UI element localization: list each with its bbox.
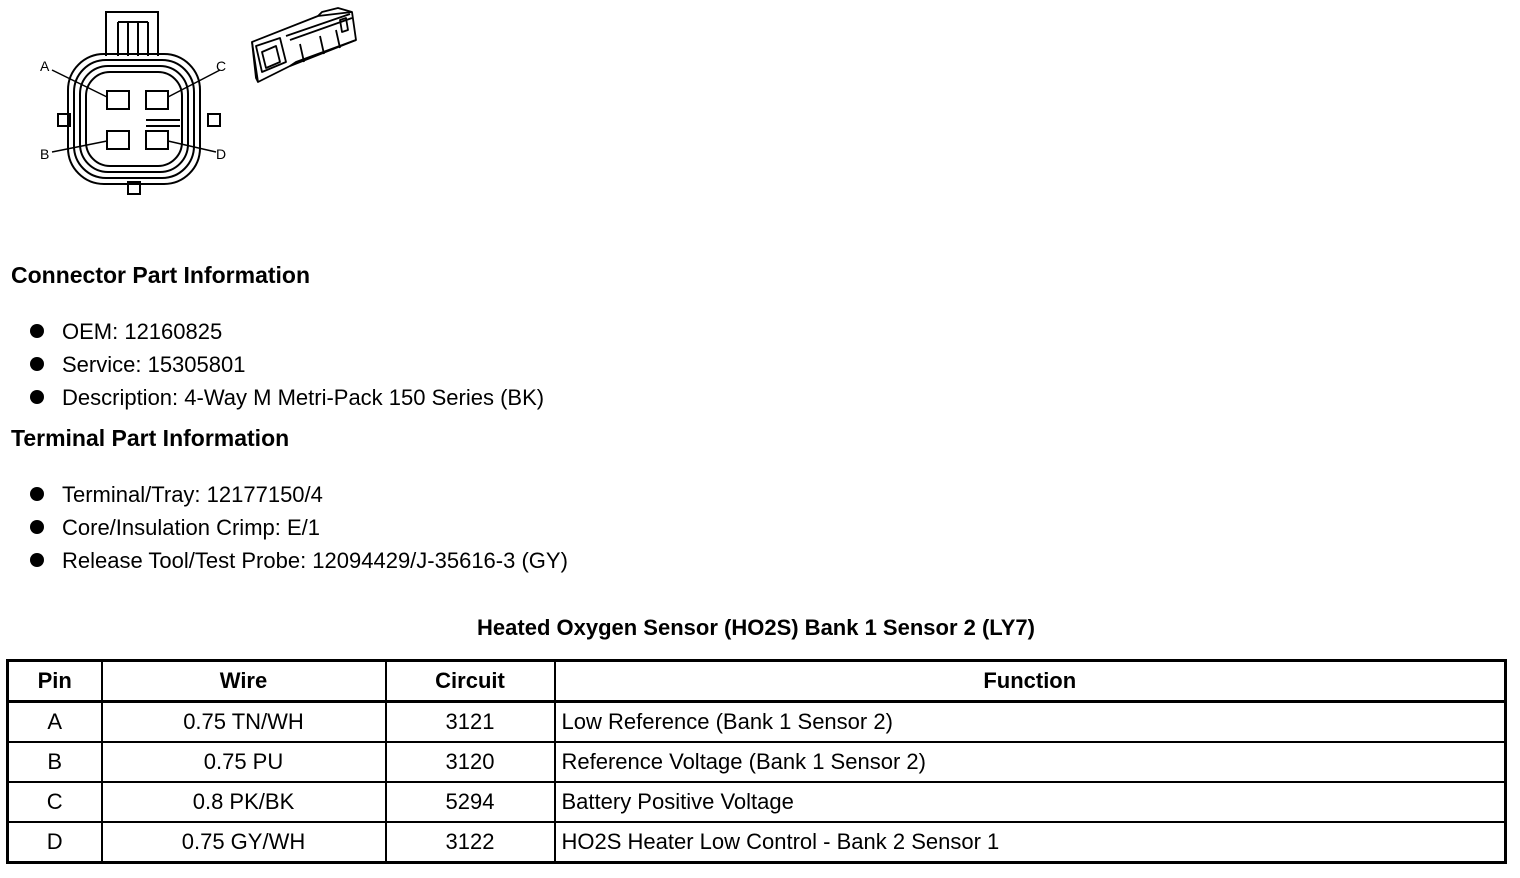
terminal-tray: Terminal/Tray: 12177150/4 xyxy=(62,482,323,507)
list-item xyxy=(30,544,568,577)
cell-function: Low Reference (Bank 1 Sensor 2) xyxy=(555,702,1506,743)
table-row xyxy=(8,742,1506,782)
pin-label-b: B xyxy=(40,146,50,162)
pinout-table xyxy=(6,659,1507,864)
connector-body-illustration xyxy=(248,6,360,90)
cell-wire: 0.75 TN/WH xyxy=(102,702,386,743)
cell-pin: C xyxy=(8,782,102,822)
list-item xyxy=(30,381,544,414)
bullet-icon xyxy=(30,487,44,501)
cell-wire: 0.8 PK/BK xyxy=(102,782,386,822)
cell-pin: A xyxy=(8,702,102,743)
list-item xyxy=(30,315,544,348)
header-wire: Wire xyxy=(102,661,386,702)
table-row xyxy=(8,822,1506,863)
release-tool-probe: Release Tool/Test Probe: 12094429/J-35616-3 (GY) xyxy=(62,548,568,573)
list-item xyxy=(30,511,568,544)
bullet-icon xyxy=(30,324,44,338)
connector-description: Description: 4-Way M Metri-Pack 150 Series (BK) xyxy=(62,385,545,410)
bullet-icon xyxy=(30,390,44,404)
connector-service: Service: 15305801 xyxy=(62,352,246,377)
header-pin: Pin xyxy=(8,661,102,702)
cell-circuit: 3120 xyxy=(386,742,555,782)
pin-label-d: D xyxy=(216,146,227,162)
table-row xyxy=(8,782,1506,822)
bullet-icon xyxy=(30,357,44,371)
list-item xyxy=(30,478,568,511)
table-title: Heated Oxygen Sensor (HO2S) Bank 1 Sensor 2 (LY7) xyxy=(477,615,1035,640)
connector-face-diagram xyxy=(30,6,240,202)
cell-pin: B xyxy=(8,742,102,782)
pin-label-a: A xyxy=(40,58,50,74)
core-insulation-crimp: Core/Insulation Crimp: E/1 xyxy=(62,515,320,540)
cell-circuit: 5294 xyxy=(386,782,555,822)
header-circuit: Circuit xyxy=(386,661,555,702)
bullet-icon xyxy=(30,553,44,567)
bullet-icon xyxy=(30,520,44,534)
header-function: Function xyxy=(555,661,1506,702)
connector-info-list xyxy=(30,315,544,414)
cell-function: Battery Positive Voltage xyxy=(555,782,1506,822)
terminal-info-list xyxy=(30,478,568,577)
cell-wire: 0.75 GY/WH xyxy=(102,822,386,863)
connector-info-title: Connector Part Information xyxy=(11,262,311,288)
connector-oem: OEM: 12160825 xyxy=(62,319,223,344)
cell-circuit: 3121 xyxy=(386,702,555,743)
cell-pin: D xyxy=(8,822,102,863)
cell-function: Reference Voltage (Bank 1 Sensor 2) xyxy=(555,742,1506,782)
list-item xyxy=(30,348,544,381)
terminal-info-title: Terminal Part Information xyxy=(11,425,290,451)
cell-circuit: 3122 xyxy=(386,822,555,863)
table-header-row xyxy=(8,661,1506,702)
table-row xyxy=(8,702,1506,743)
pin-label-c: C xyxy=(216,58,227,74)
cell-function: HO2S Heater Low Control - Bank 2 Sensor 1 xyxy=(555,822,1506,863)
cell-wire: 0.75 PU xyxy=(102,742,386,782)
